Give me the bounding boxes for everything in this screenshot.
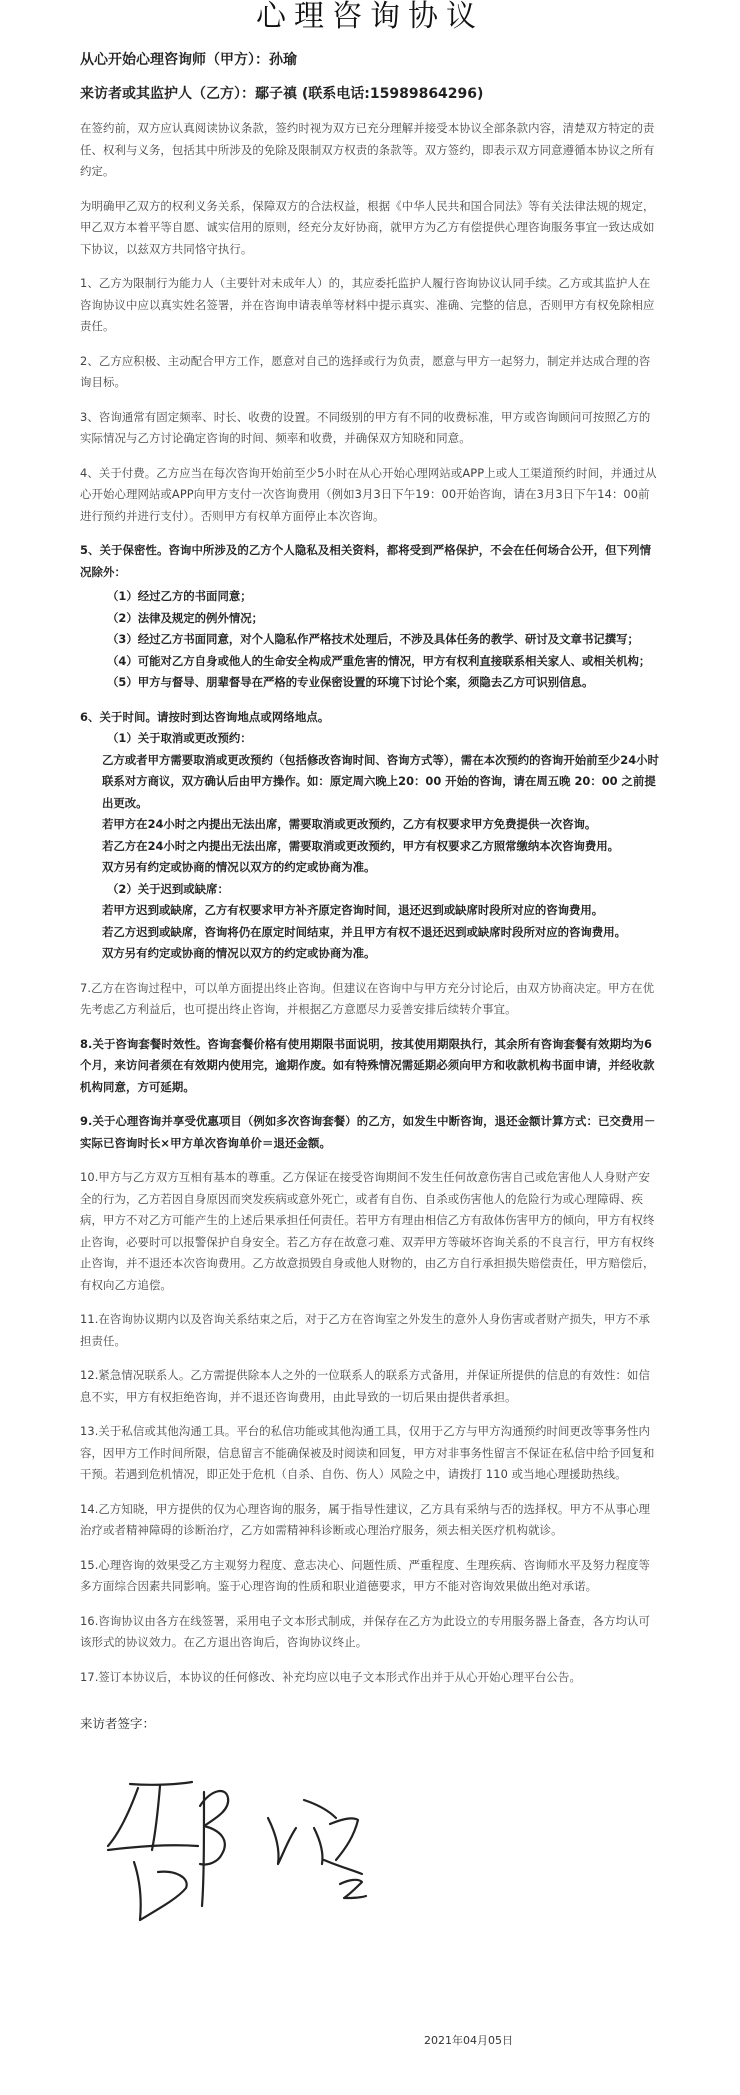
clause-5-item: （3）经过乙方书面同意，对个人隐私作严格技术处理后，不涉及具体任务的教学、研讨及文章书记撰写； bbox=[107, 632, 639, 646]
clause-1: 1、乙方为限制行为能力人（主要针对未成年人）的，其应委托监护人履行咨询协议认同手续。乙方或其监护人在咨询协议中应以真实姓名签署，并在咨询申请表单等材料中提示真实、准确、完整的信息，否则甲方有权免除相应责任。 bbox=[80, 276, 655, 333]
clause-17: 17.签订本协议后，本协议的任何修改、补充均应以电子文本形式作出并于从心开始心理平台公告。 bbox=[80, 1669, 582, 1684]
clause-5-item: （1）经过乙方的书面同意； bbox=[107, 589, 252, 603]
clause-5-item: （5）甲方与督导、朋辈督导在严格的专业保密设置的环境下讨论个案，须隐去乙方可识别信息。 bbox=[107, 675, 594, 689]
clause-6-sub-1-para: 若乙方在24小时之内提出无法出席，需要取消或更改预约，甲方有权要求乙方照常缴纳本次咨询费用。 bbox=[102, 838, 620, 853]
handwritten-signature bbox=[100, 1780, 380, 1940]
document-title: 心理咨询协议 bbox=[256, 0, 484, 34]
signature-label: 来访者签字： bbox=[80, 1716, 156, 1731]
clause-14: 14.乙方知晓，甲方提供的仅为心理咨询的服务，属于指导性建议，乙方具有采纳与否的选择权。甲方不从事心理治疗或者精神障碍的诊断治疗，乙方如需精神科诊断或心理治疗服务，须去相关医疗机构就诊。 bbox=[80, 1501, 650, 1537]
clause-2: 2、乙方应积极、主动配合甲方工作，愿意对自己的选择或行为负责，愿意与甲方一起努力，制定并达成合理的咨询目标。 bbox=[80, 353, 651, 389]
clause-6-sub-1-para: 双方另有约定或协商的情况以双方的约定或协商为准。 bbox=[102, 860, 376, 874]
clause-13: 13.关于私信或其他沟通工具。平台的私信功能或其他沟通工具，仅用于乙方与甲方沟通预约时间更改等事务性内容，因甲方工作时间所限，信息留言不能确保被及时阅读和回复，甲方对非事务性留言不保证在私信中给予回复和干预。若遇到危机情况，即正处于危机（自杀、自伤、伤人）风险之中，请拨打 110 或当地心理援助热线。 bbox=[80, 1424, 655, 1481]
clause-3: 3、咨询通常有固定频率、时长、收费的设置。不同级别的甲方有不同的收费标准，甲方或咨询顾问可按照乙方的实际情况与乙方讨论确定咨询的时间、频率和收费，并确保双方知晓和同意。 bbox=[80, 409, 651, 445]
clause-16: 16.咨询协议由各方在线签署，采用电子文本形式制成，并保存在乙方为此设立的专用服务器上备查，各方均认可该形式的协议效力。在乙方退出咨询后，咨询协议终止。 bbox=[80, 1613, 650, 1649]
clause-4: 4、关于付费。乙方应当在每次咨询开始前至少5小时在从心开始心理网站或APP上或人工渠道预约时间，并通过从心开始心理网站或APP向甲方支付一次咨询费用（例如3月3日下午19：00开始咨询，请在3月3日下午14：00前进行预约并进行支付）。否则甲方有权单方面停止本次咨询。 bbox=[80, 465, 657, 523]
clause-7: 7.乙方在咨询过程中，可以单方面提出终止咨询。但建议在咨询中与甲方充分讨论后，由双方协商决定。甲方在优先考虑乙方利益后，也可提出终止咨询，并根据乙方意愿尽力妥善安排后续转介事宜。 bbox=[80, 980, 655, 1016]
clause-5-item: （2）法律及规定的例外情况； bbox=[107, 610, 264, 625]
party-b-line: 来访者或其监护人（乙方）：鄢子禛 (联系电话:15989864296) bbox=[80, 86, 484, 102]
signing-date: 2021年04月05日 bbox=[424, 2034, 513, 2047]
clause-6-sub-2: （2）关于迟到或缺席： bbox=[107, 881, 229, 896]
intro-paragraph-1: 在签约前，双方应认真阅读协议条款，签约时视为双方已充分理解并接受本协议全部条款内容，清楚双方特定的责任、权利与义务，包括其中所涉及的免除及限制双方权责的条款等。双方签约，即表示双方同意遵循本协议之所有约定。 bbox=[80, 121, 655, 178]
clause-6-sub-2-para: 若乙方迟到或缺席，咨询将仍在原定时间结束，并且甲方有权不退还迟到或缺席时段所对应的咨询费用。 bbox=[102, 924, 626, 939]
clause-5-list bbox=[80, 586, 660, 694]
clause-6-sub-2-para: 若甲方迟到或缺席，乙方有权要求甲方补齐原定咨询时间，退还迟到或缺席时段所对应的咨询费用。 bbox=[102, 903, 604, 917]
clause-6-sub-1: （1）关于取消或更改预约： bbox=[107, 731, 252, 745]
clause-5-title: 5、关于保密性。咨询中所涉及的乙方个人隐私及相关资料，都将受到严格保护，不会在任何场合公开，但下列情况除外： bbox=[80, 543, 652, 579]
clause-9: 9.关于心理咨询并享受优惠项目（例如多次咨询套餐）的乙方，如发生中断咨询，退还金额计算方式：已交费用－实际已咨询时长×甲方单次咨询单价＝退还金额。 bbox=[80, 1114, 656, 1150]
clause-15: 15.心理咨询的效果受乙方主观努力程度、意志决心、问题性质、严重程度、生理疾病、咨询师水平及努力程度等多方面综合因素共同影响。鉴于心理咨询的性质和职业道德要求，甲方不能对咨询效果做出绝对承诺。 bbox=[80, 1557, 650, 1593]
clause-11: 11.在咨询协议期内以及咨询关系结束之后，对于乙方在咨询室之外发生的意外人身伤害或者财产损失，甲方不承担责任。 bbox=[80, 1312, 650, 1348]
clause-6-sub-1-para: 若甲方在24小时之内提出无法出席，需要取消或更改预约，乙方有权要求甲方免费提供一次咨询。 bbox=[102, 817, 597, 831]
clause-5-item: （4）可能对乙方自身或他人的生命安全构成严重危害的情况，甲方有权利直接联系相关家人、或相关机构； bbox=[107, 653, 651, 668]
intro-paragraph-2: 为明确甲乙双方的权利义务关系，保障双方的合法权益，根据《中华人民共和国合同法》等有关法律法规的规定，甲乙双方本着平等自愿、诚实信用的原则，经充分友好协商，就甲方为乙方有偿提供心理咨询服务事宜一致达成如下协议，以兹双方共同恪守执行。 bbox=[80, 198, 655, 256]
clause-10: 10.甲方与乙方双方互相有基本的尊重。乙方保证在接受咨询期间不发生任何故意伤害自己或危害他人人身财产安全的行为，乙方若因自身原因而突发疾病或意外死亡，或者有自伤、自杀或伤害他人的危险行为或心理障碍、疾病，甲方不对乙方可能产生的上述后果承担任何责任。若甲方有理由相信乙方有敌体伤害甲方的倾向，甲方有权终止咨询，必要时可以报警保护自身安全。若乙方存在故意刁难、双弄甲方等破坏咨询关系的不良言行，甲方有权终止咨询，并不退还本次咨询费用。乙方故意损毁自身或他人财物的，由乙方自行承担损失赔偿责任，甲方赔偿后，有权向乙方追偿。 bbox=[80, 1170, 655, 1292]
clause-6-sub-2-para: 双方另有约定或协商的情况以双方的约定或协商为准。 bbox=[102, 946, 376, 960]
clause-6-sub-1-para: 乙方或者甲方需要取消或更改预约（包括修改咨询时间、咨询方式等），需在本次预约的咨询开始前至少24小时联系对方商议，双方确认后由甲方操作。如：原定周六晚上20：00 开始的咨询，请在周五晚 20：00 之前提出更改。 bbox=[102, 752, 659, 810]
clause-6-title: 6、关于时间。请按时到达咨询地点或网络地点。 bbox=[80, 709, 330, 724]
clause-8: 8.关于咨询套餐时效性。咨询套餐价格有使用期限书面说明，按其使用期限执行，其余所有咨询套餐有效期均为6个月，来访问者须在有效期内使用完，逾期作废。如有特殊情况需延期必须向甲方和收款机构书面申请，并经收款机构同意，方可延期。 bbox=[80, 1036, 655, 1094]
clause-12: 12.紧急情况联系人。乙方需提供除本人之外的一位联系人的联系方式备用，并保证所提供的信息的有效性：如信息不实，甲方有权拒绝咨询，并不退还咨询费用，由此导致的一切后果由提供者承担。 bbox=[80, 1368, 650, 1404]
party-a-line: 从心开始心理咨询师（甲方）：孙瑜 bbox=[80, 52, 297, 68]
